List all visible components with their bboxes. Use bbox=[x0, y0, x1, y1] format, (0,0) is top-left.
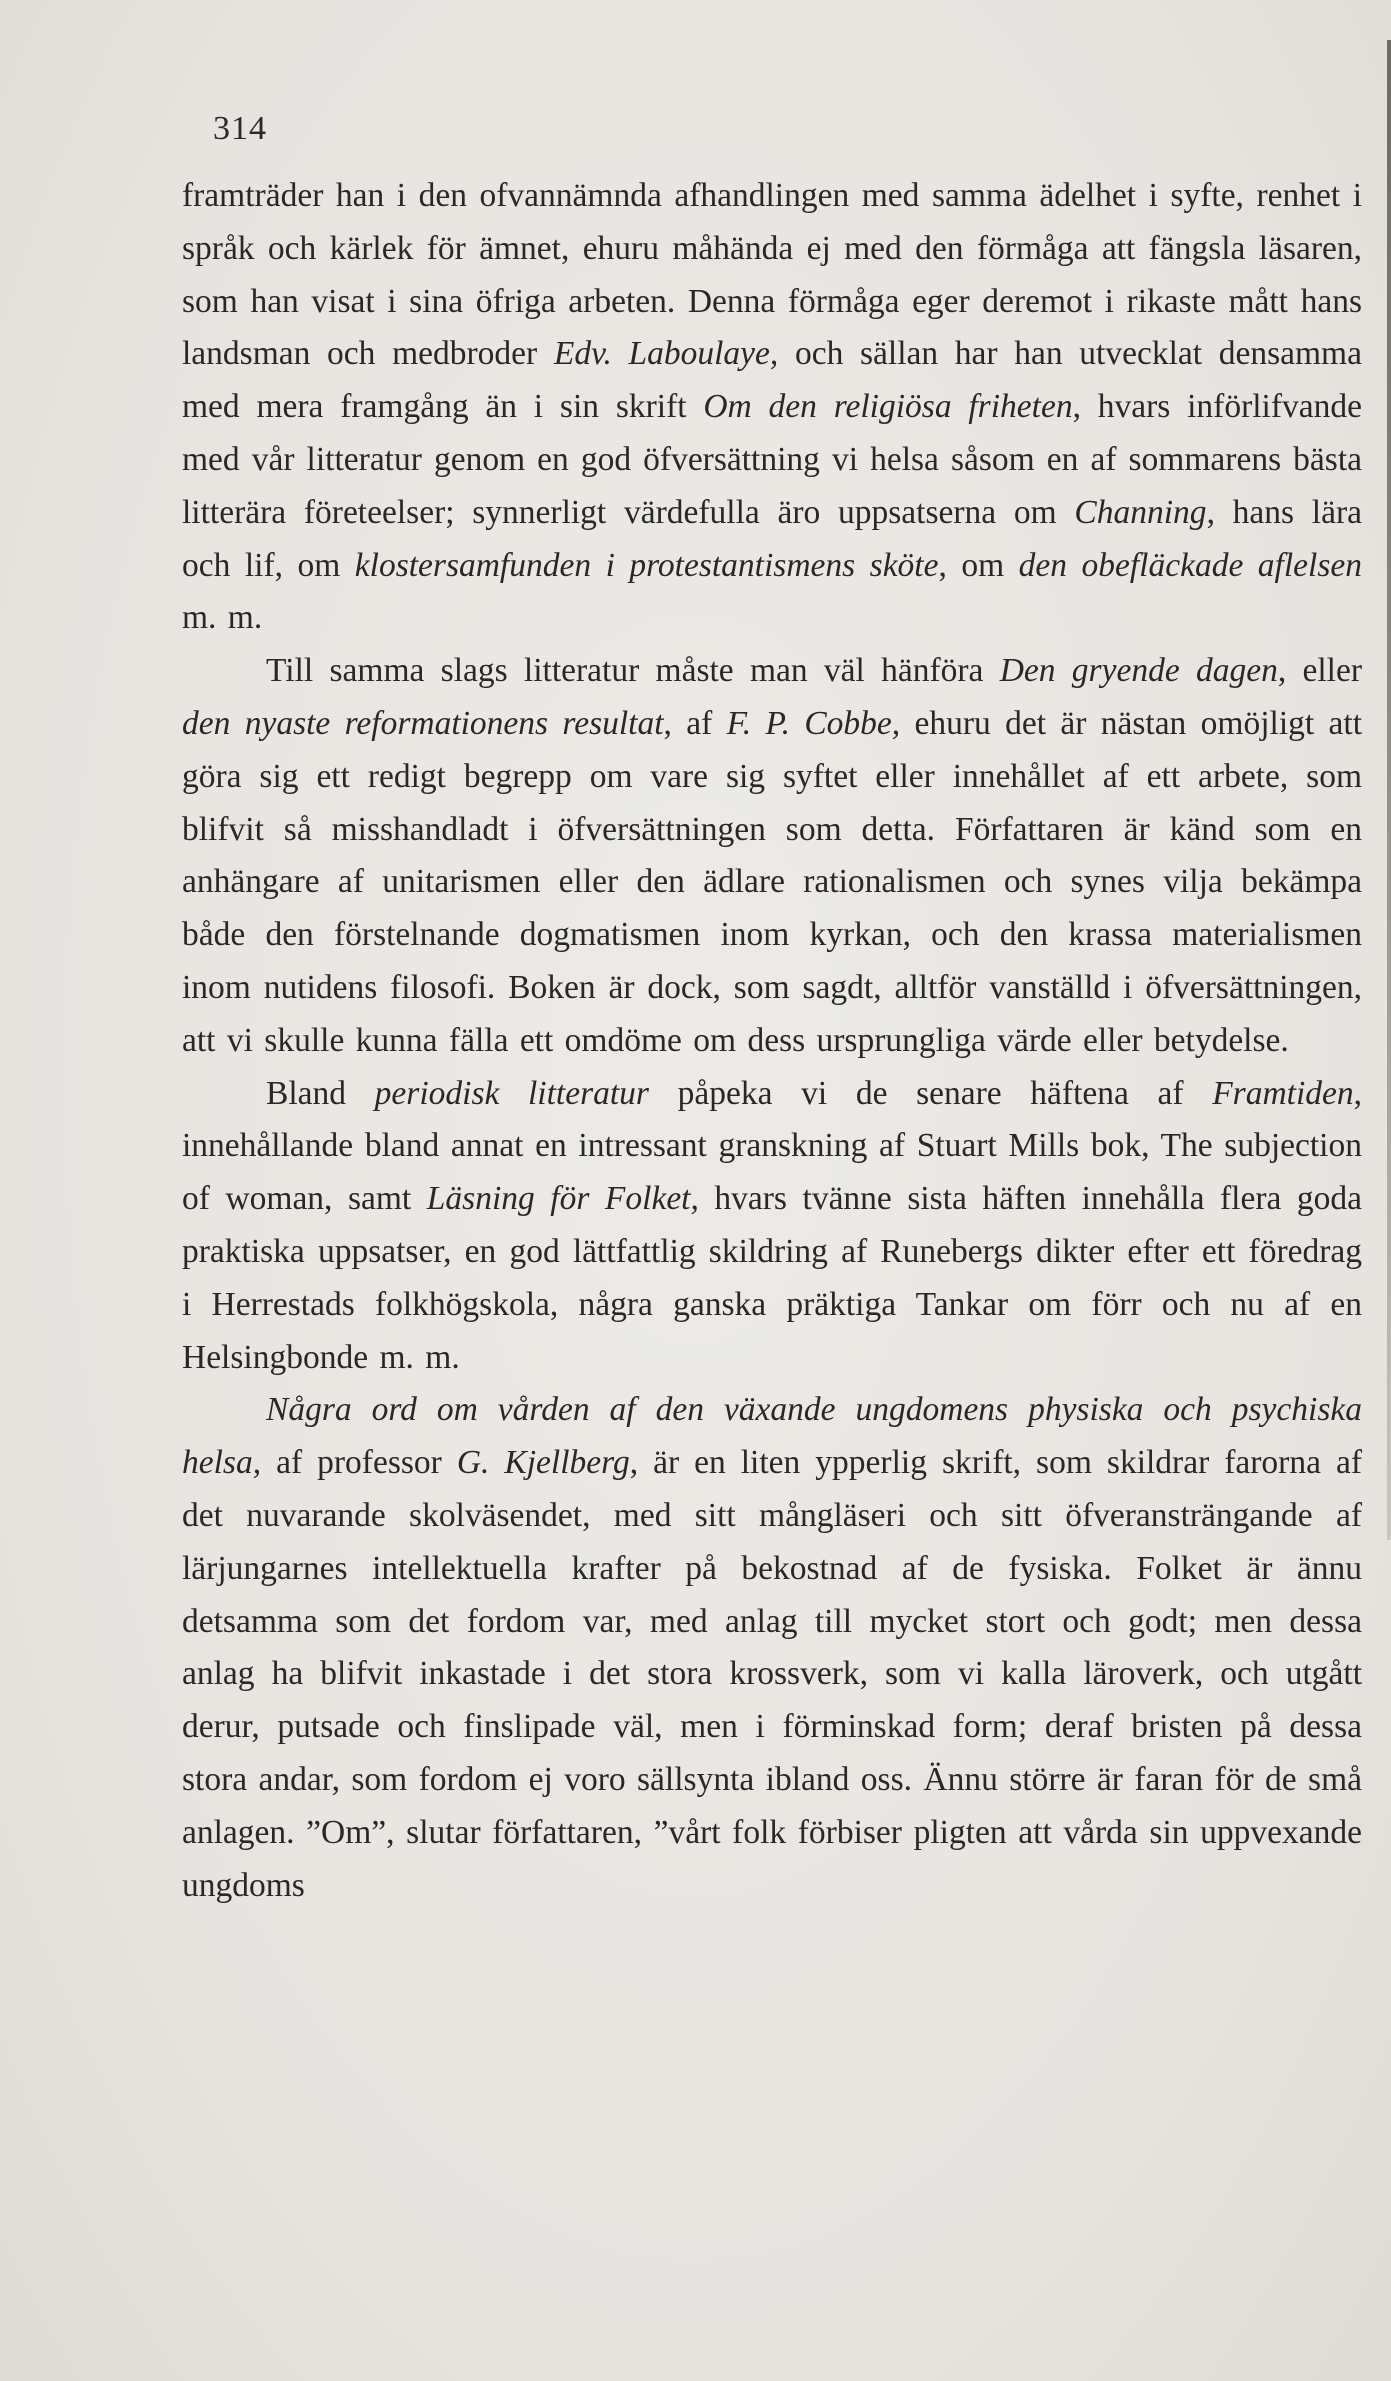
italic-text-segment: klostersamfunden i protestantismens sköte bbox=[354, 546, 939, 584]
text-segment: Bland bbox=[266, 1074, 375, 1112]
text-segment: , af bbox=[663, 704, 727, 742]
text-segment: ehuru det är nästan omöjligt att göra sig ett redigt begrepp om vare sig syftet eller innehållet af ett arbete, som blifvit så misshandladt i öfversättningen som detta. Författaren är känd som en anhängare af unitarismen eller den ädlare rationalismen och synes vilja bekämpa både den förstelnande dogmatismen inom kyrkan, och den krassa materialismen inom nutidens filosofi. Boken är dock, som sagdt, alltför vanställd i öfversättningen, att vi skulle kunna fälla ett omdöme om dess ursprungliga värde eller betydelse. bbox=[182, 704, 1362, 1059]
italic-text-segment: Channing bbox=[1074, 493, 1207, 531]
italic-text-segment: Om den religiösa friheten bbox=[703, 388, 1073, 426]
text-segment: m. m. bbox=[182, 599, 263, 637]
text-segment: Till samma slags litteratur måste man väl hänföra bbox=[266, 652, 1000, 690]
italic-text-segment: Den gryende dagen bbox=[999, 652, 1278, 690]
text-segment: , hans lära och lif, om bbox=[182, 493, 1363, 584]
text-segment: af professor bbox=[261, 1444, 457, 1482]
italic-text-segment: Läsning för Folket, bbox=[426, 1180, 699, 1218]
page-number: 314 bbox=[213, 110, 267, 147]
italic-text-segment: G. Kjellberg bbox=[456, 1444, 630, 1482]
italic-text-segment: den obefläckade aflelsen bbox=[1018, 546, 1363, 584]
text-segment: påpeka vi de senare häftena af bbox=[648, 1074, 1213, 1112]
paragraph bbox=[182, 1384, 1362, 1912]
text-segment: , hvars införlifvande med vår litteratur genom en god öfversättning vi helsa såsom en af sommarens bästa litterära företeelser; synnerligt värdefulla äro uppsatserna om bbox=[182, 388, 1362, 531]
italic-text-segment: Edv. Laboulaye, bbox=[553, 335, 779, 373]
italic-text-segment: Några ord om vården af den växande ungdomens physiska och psychiska helsa, bbox=[182, 1391, 1362, 1482]
text-segment: , om bbox=[938, 546, 1019, 584]
text-segment: , eller bbox=[1277, 652, 1363, 690]
text-segment: framträder han i den ofvannämnda afhandlingen med samma ädelhet i syfte, renhet i språk och kärlek för ämnet, ehuru måhända ej med den förmåga att fängsla läsaren, som han visat i sina öfriga arbeten. Denna förmåga eger deremot i rikaste mått hans landsman och medbroder bbox=[182, 177, 1362, 373]
text-segment: hvars tvänne sista häften innehålla flera goda praktiska uppsatser, en god lättfattlig skildring af Runebergs dikter efter ett föredrag i Herrestads folkhögskola, några ganska präktiga Tankar om förr och nu af en Helsingbonde m. m. bbox=[182, 1180, 1362, 1376]
text-segment: , är en liten ypperlig skrift, som skildrar farorna af det nuvarande skolväsendet, med sitt mångläseri och sitt öfveransträngande af lärjungarnes intellektuella krafter på bekostnad af de fysiska. Folket är ännu detsamma som det fordom var, med anlag till mycket stort och godt; men dessa anlag ha blifvit inkastade i det stora krossverk, som vi kalla läroverk, och utgått derur, putsade och finslipade väl, men i förminskad form; deraf bristen på dessa stora andar, som fordom ej voro sällsynta ibland oss. Ännu större är faran för de små anlagen. ”Om”, slutar författaren, ”vårt folk förbiser pligten att vårda sin uppvexande ungdoms bbox=[182, 1444, 1362, 1904]
text-segment: , innehållande bland annat en intressant granskning af Stuart Mills bok, The subjection of woman, samt bbox=[182, 1074, 1362, 1218]
paragraph bbox=[182, 645, 1362, 1067]
paragraph bbox=[182, 1068, 1362, 1385]
italic-text-segment: den nyaste reformationens resultat bbox=[182, 704, 664, 742]
paragraph bbox=[182, 170, 1362, 645]
italic-text-segment: Framtiden bbox=[1212, 1074, 1354, 1112]
page-edge-shadow bbox=[1387, 40, 1391, 1540]
italic-text-segment: periodisk litteratur bbox=[374, 1074, 649, 1112]
text-segment: och sällan har han utvecklat densamma med mera framgång än i sin skrift bbox=[182, 335, 1362, 426]
body-text bbox=[182, 170, 1362, 1912]
italic-text-segment: F. P. Cobbe, bbox=[726, 704, 901, 742]
